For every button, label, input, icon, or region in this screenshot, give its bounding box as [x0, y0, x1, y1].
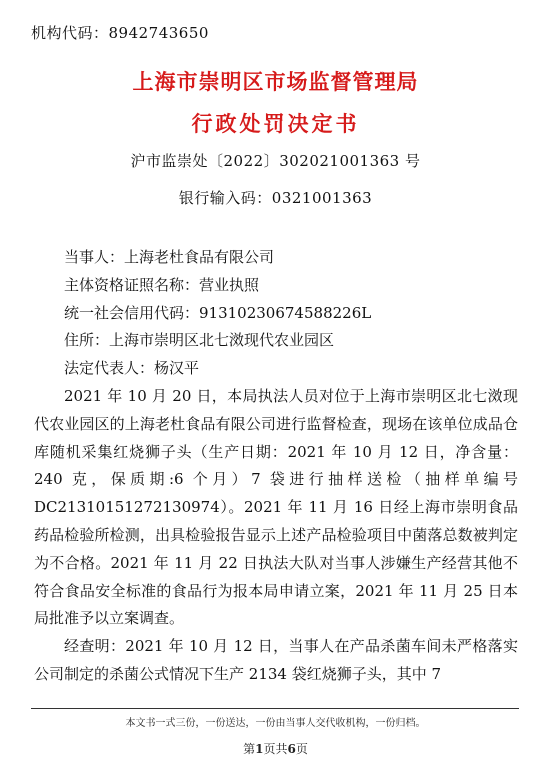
- org-code: 机构代码：8942743650: [31, 24, 209, 42]
- bank-input-code: 银行输入码：0321001363: [178, 189, 373, 207]
- legal-representative: 法定代表人：杨汉平: [64, 359, 200, 378]
- case-paragraph: 2021 年 10 月 20 日，本局执法人员对位于上海市崇明区北七滧现代农业园区的上海老杜食品有限公司进行监督检查，现场在该单位成品仓库随机采集红烧狮子头（生产日期：2021 年 10 月 12 日，净含量：240 克，保质期:6 个月）7 袋进行抽样送检（抽样单编号 DC21310151272130974）。2021 年 11 月 16 日经上海市崇明食品药品检验所检测，出具检验报告显示上述产品检验项目中菌落总数被判定为不合格。2021 年 11 月 22 日执法大队对当事人涉嫌生产经营其他不符合食品安全标准的食品行为报本局申请立案，2021 年 11 月 25 日本局批准予以立案调查。: [34, 386, 518, 628]
- page-current: 1: [255, 742, 264, 756]
- license-name: 主体资格证照名称：营业执照: [64, 275, 260, 294]
- document-type-title: 行政处罚决定书: [191, 111, 360, 136]
- document-body: [34, 244, 518, 689]
- agency-name: 上海市崇明区市场监督管理局: [132, 69, 419, 94]
- footer-divider: [31, 708, 519, 709]
- page-suffix: 页: [295, 742, 308, 756]
- page-total: 6: [287, 742, 296, 756]
- address: 住所：上海市崇明区北七滧现代农业园区: [64, 331, 335, 350]
- document-number: 沪市监崇处〔2022〕302021001363 号: [130, 152, 421, 170]
- credit-code: 统一社会信用代码：91310230674588226L: [64, 303, 372, 322]
- party-name: 当事人：上海老杜食品有限公司: [64, 248, 275, 266]
- page-number: [0, 740, 551, 757]
- page-prefix: 第: [243, 742, 256, 756]
- page-middle: 页共: [263, 742, 288, 756]
- findings-paragraph: 经查明：2021 年 10 月 12 日，当事人在产品杀菌车间未严格落实公司制定的杀菌公式情况下生产 2134 袋红烧狮子头，其中 7: [34, 637, 518, 683]
- copies-note: 本文书一式三份，一份送达，一份由当事人交代收机构，一份归档。: [125, 718, 426, 729]
